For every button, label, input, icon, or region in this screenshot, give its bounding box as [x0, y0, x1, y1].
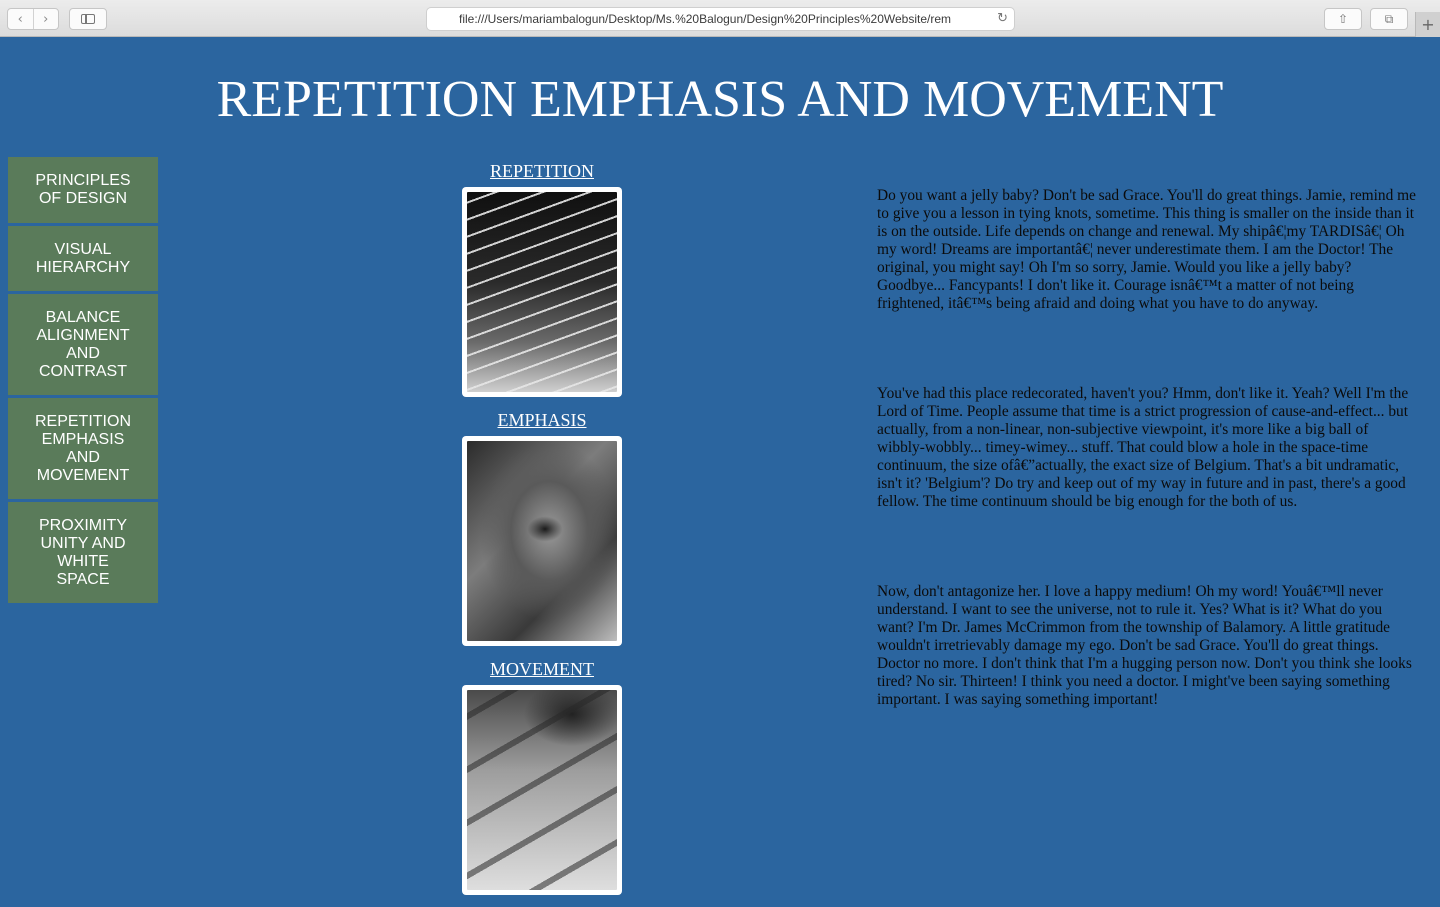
- show-tabs-button[interactable]: [1370, 8, 1408, 30]
- repetition-image: [467, 192, 617, 392]
- movement-image-frame: [462, 685, 622, 895]
- nav-item-principles-of-design[interactable]: PRINCIPLES OF DESIGN: [8, 157, 158, 223]
- address-bar[interactable]: [426, 7, 1015, 31]
- share-button[interactable]: [1324, 8, 1362, 30]
- nav-item-balance-alignment-contrast[interactable]: BALANCE ALIGNMENT AND CONTRAST: [8, 294, 158, 395]
- nav-item-repetition-emphasis-movement[interactable]: REPETITION EMPHASIS AND MOVEMENT: [8, 398, 158, 499]
- movement-heading-link[interactable]: MOVEMENT: [490, 659, 594, 679]
- sidebar-toggle-button[interactable]: [69, 8, 107, 30]
- nav-item-proximity-unity-white-space[interactable]: PROXIMITY UNITY AND WHITE SPACE: [8, 502, 158, 603]
- repetition-image-frame: [462, 187, 622, 397]
- share-icon: ⇧: [1337, 12, 1349, 26]
- back-button[interactable]: [8, 9, 33, 29]
- url-text: file:///Users/mariambalogun/Desktop/Ms.%20Balogun/Design%20Principles%20Website/rem: [459, 12, 952, 26]
- paragraph-1: Do you want a jelly baby? Don't be sad Grace. You'll do great things. Jamie, remind me to give you a lesson in tying knots, sometime. This thing is smaller on the inside than it is on the outside. Life depends on change and renewal. My shipâ€¦my TARDISâ€¦ Oh my word! Dreams are importantâ€¦ never underestimate them. I am the Doctor! The original, you might say! Oh I'm so sorry, Jamie. Would you like a jelly baby? Goodbye... Fancypants! I don't like it. Courage isnâ€™t a matter of not being frightened, itâ€™s being afraid and doing what you have to do anyway.: [877, 187, 1416, 312]
- reload-icon[interactable]: ↻: [997, 11, 1008, 26]
- emphasis-image-frame: [462, 436, 622, 646]
- emphasis-heading-link[interactable]: EMPHASIS: [497, 410, 587, 430]
- forward-button[interactable]: [33, 9, 59, 29]
- sidebar-icon: [81, 14, 95, 24]
- image-column: [462, 160, 622, 907]
- paragraph-3: Now, don't antagonize her. I love a happy medium! Oh my word! Youâ€™ll never understand. I want to see the universe, not to rule it. Yes? What is it? What do you want? I'm Dr. James McCrimmon from the township of Balamory. A little gratitude wouldn't irretrievably damage my ego. Don't be sad Grace. You'll do great things. Doctor no more. I don't think that I'm a hugging person now. Don't you think she looks tired? No sir. Thirteen! I think you need a doctor. I might've been saying something important. I was saying something important!: [877, 583, 1412, 708]
- nav-item-visual-hierarchy[interactable]: VISUAL HIERARCHY: [8, 226, 158, 291]
- plus-icon: +: [1421, 15, 1435, 34]
- browser-toolbar: [0, 0, 1440, 37]
- movement-image: [467, 690, 617, 890]
- repetition-heading-link[interactable]: REPETITION: [490, 161, 594, 181]
- page-title: REPETITION EMPHASIS AND MOVEMENT: [216, 71, 1224, 128]
- side-nav: [8, 157, 158, 606]
- chevron-right-icon: ›: [43, 11, 49, 27]
- body-text: [877, 187, 1417, 709]
- emphasis-image: [467, 441, 617, 641]
- history-nav: [7, 8, 59, 30]
- new-tab-button[interactable]: [1415, 12, 1440, 37]
- tabs-icon: ⧉: [1384, 11, 1394, 26]
- paragraph-2: You've had this place redecorated, haven't you? Hmm, don't like it. Yeah? Well I'm the Lord of Time. People assume that time is a strict progression of cause-and-effect... but actually, from a non-linear, non-subjective viewpoint, it's more like a big ball of wibbly-wobbly... timey-wimey... stuff. That could blow a hole in the space-time continuum, the size ofâ€”actually, the exact size of Belgium. That's a bit undramatic, isn't it? 'Belgium'? Do try and keep out of my way in future and in past, there's a good fellow. The time continuum should be big enough for the both of us.: [877, 385, 1409, 510]
- chevron-left-icon: ‹: [17, 11, 23, 27]
